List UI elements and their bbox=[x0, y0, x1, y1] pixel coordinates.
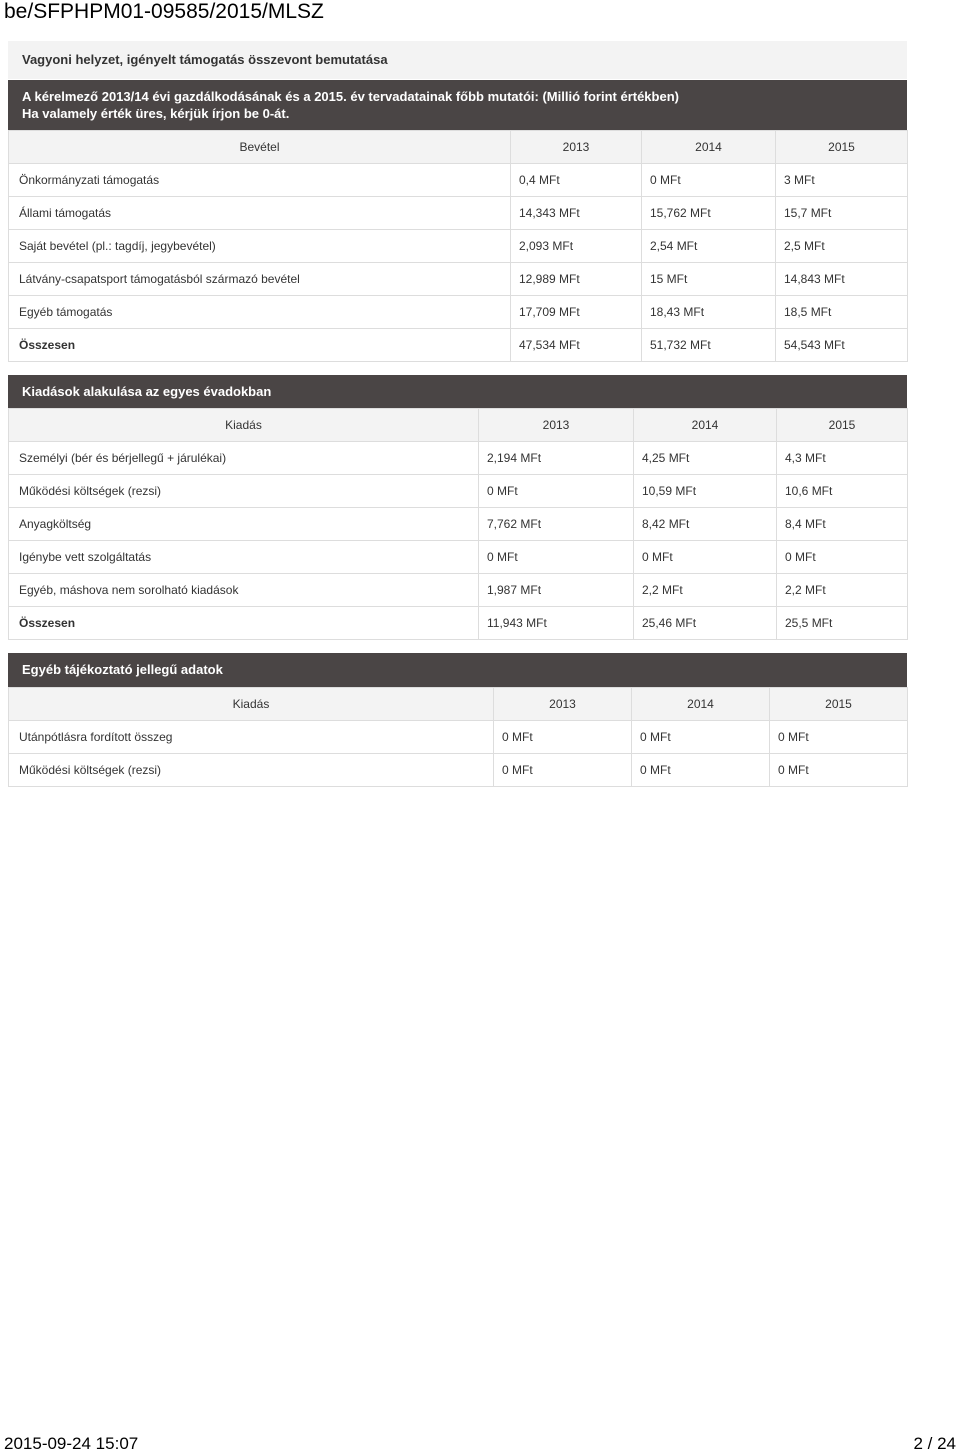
value-2014: 0 MFt bbox=[632, 721, 770, 754]
value-2015: 54,543 MFt bbox=[776, 329, 908, 362]
value-2013: 0,4 MFt bbox=[511, 164, 642, 197]
income-table bbox=[8, 130, 908, 362]
page-number: 2 / 24 bbox=[913, 1434, 956, 1453]
total-row bbox=[9, 329, 908, 362]
column-header: 2015 bbox=[776, 131, 908, 164]
value-2014: 0 MFt bbox=[642, 164, 776, 197]
value-2013: 1,987 MFt bbox=[479, 574, 634, 607]
table-row bbox=[9, 442, 908, 475]
value-2013: 0 MFt bbox=[479, 475, 634, 508]
value-2015: 0 MFt bbox=[777, 541, 908, 574]
document-id: be/SFPHPM01-09585/2015/MLSZ bbox=[4, 0, 324, 23]
value-2013: 14,343 MFt bbox=[511, 197, 642, 230]
value-2015: 8,4 MFt bbox=[777, 508, 908, 541]
value-2013: 2,093 MFt bbox=[511, 230, 642, 263]
value-2014: 2,2 MFt bbox=[634, 574, 777, 607]
table-header-row bbox=[9, 409, 908, 442]
value-2014: 0 MFt bbox=[634, 541, 777, 574]
column-header: Bevétel bbox=[9, 131, 511, 164]
value-2015: 2,5 MFt bbox=[776, 230, 908, 263]
footer-timestamp: 2015-09-24 15:07 bbox=[4, 1434, 139, 1453]
table-row bbox=[9, 508, 908, 541]
row-label: Egyéb, máshova nem sorolható kiadások bbox=[9, 574, 479, 607]
section-heading-expenses: Kiadások alakulása az egyes évadokban bbox=[8, 375, 907, 408]
column-header: 2014 bbox=[642, 131, 776, 164]
value-2015: 0 MFt bbox=[770, 721, 908, 754]
value-2015: 25,5 MFt bbox=[777, 607, 908, 640]
table-row bbox=[9, 541, 908, 574]
value-2013: 47,534 MFt bbox=[511, 329, 642, 362]
row-label: Összesen bbox=[9, 329, 511, 362]
table-header-row bbox=[9, 131, 908, 164]
row-label: Működési költségek (rezsi) bbox=[9, 475, 479, 508]
section-heading-income bbox=[8, 80, 907, 130]
row-label: Egyéb támogatás bbox=[9, 296, 511, 329]
row-label: Önkormányzati támogatás bbox=[9, 164, 511, 197]
column-header: 2015 bbox=[777, 409, 908, 442]
table-row bbox=[9, 296, 908, 329]
section-heading-other: Egyéb tájékoztató jellegű adatok bbox=[8, 653, 907, 687]
row-label: Anyagköltség bbox=[9, 508, 479, 541]
value-2014: 15,762 MFt bbox=[642, 197, 776, 230]
value-2013: 11,943 MFt bbox=[479, 607, 634, 640]
row-label: Utánpótlásra fordított összeg bbox=[9, 721, 494, 754]
column-header: 2015 bbox=[770, 688, 908, 721]
value-2014: 15 MFt bbox=[642, 263, 776, 296]
value-2014: 10,59 MFt bbox=[634, 475, 777, 508]
value-2014: 8,42 MFt bbox=[634, 508, 777, 541]
row-label: Állami támogatás bbox=[9, 197, 511, 230]
value-2013: 2,194 MFt bbox=[479, 442, 634, 475]
value-2013: 7,762 MFt bbox=[479, 508, 634, 541]
table-row bbox=[9, 230, 908, 263]
table-row bbox=[9, 574, 908, 607]
table-row bbox=[9, 197, 908, 230]
row-label: Igénybe vett szolgáltatás bbox=[9, 541, 479, 574]
value-2015: 15,7 MFt bbox=[776, 197, 908, 230]
value-2013: 0 MFt bbox=[494, 754, 632, 787]
value-2014: 2,54 MFt bbox=[642, 230, 776, 263]
value-2014: 0 MFt bbox=[632, 754, 770, 787]
table-row bbox=[9, 754, 908, 787]
value-2013: 0 MFt bbox=[479, 541, 634, 574]
column-header: 2013 bbox=[494, 688, 632, 721]
table-row bbox=[9, 721, 908, 754]
value-2013: 0 MFt bbox=[494, 721, 632, 754]
value-2014: 18,43 MFt bbox=[642, 296, 776, 329]
table-row bbox=[9, 263, 908, 296]
value-2014: 4,25 MFt bbox=[634, 442, 777, 475]
table-row bbox=[9, 475, 908, 508]
row-label: Személyi (bér és bérjellegű + járulékai) bbox=[9, 442, 479, 475]
section-heading-line: A kérelmező 2013/14 évi gazdálkodásának és a 2015. év tervadatainak főbb mutatói: (Millió forint értékben) bbox=[22, 89, 679, 104]
value-2015: 14,843 MFt bbox=[776, 263, 908, 296]
column-header: Kiadás bbox=[9, 688, 494, 721]
value-2015: 2,2 MFt bbox=[777, 574, 908, 607]
value-2013: 12,989 MFt bbox=[511, 263, 642, 296]
value-2015: 0 MFt bbox=[770, 754, 908, 787]
row-label: Összesen bbox=[9, 607, 479, 640]
value-2015: 18,5 MFt bbox=[776, 296, 908, 329]
column-header: 2014 bbox=[632, 688, 770, 721]
value-2015: 3 MFt bbox=[776, 164, 908, 197]
value-2015: 4,3 MFt bbox=[777, 442, 908, 475]
column-header: 2013 bbox=[511, 131, 642, 164]
section-heading-note: Ha valamely érték üres, kérjük írjon be 0-át. bbox=[22, 106, 290, 121]
panel-title: Vagyoni helyzet, igényelt támogatás összevont bemutatása bbox=[8, 41, 907, 79]
other-data-table bbox=[8, 687, 908, 787]
column-header: Kiadás bbox=[9, 409, 479, 442]
table-header-row bbox=[9, 688, 908, 721]
table-row bbox=[9, 164, 908, 197]
row-label: Működési költségek (rezsi) bbox=[9, 754, 494, 787]
total-row bbox=[9, 607, 908, 640]
column-header: 2014 bbox=[634, 409, 777, 442]
value-2014: 51,732 MFt bbox=[642, 329, 776, 362]
expenses-table bbox=[8, 408, 908, 640]
value-2013: 17,709 MFt bbox=[511, 296, 642, 329]
value-2014: 25,46 MFt bbox=[634, 607, 777, 640]
row-label: Látvány-csapatsport támogatásból származó bevétel bbox=[9, 263, 511, 296]
value-2015: 10,6 MFt bbox=[777, 475, 908, 508]
column-header: 2013 bbox=[479, 409, 634, 442]
row-label: Saját bevétel (pl.: tagdíj, jegybevétel) bbox=[9, 230, 511, 263]
